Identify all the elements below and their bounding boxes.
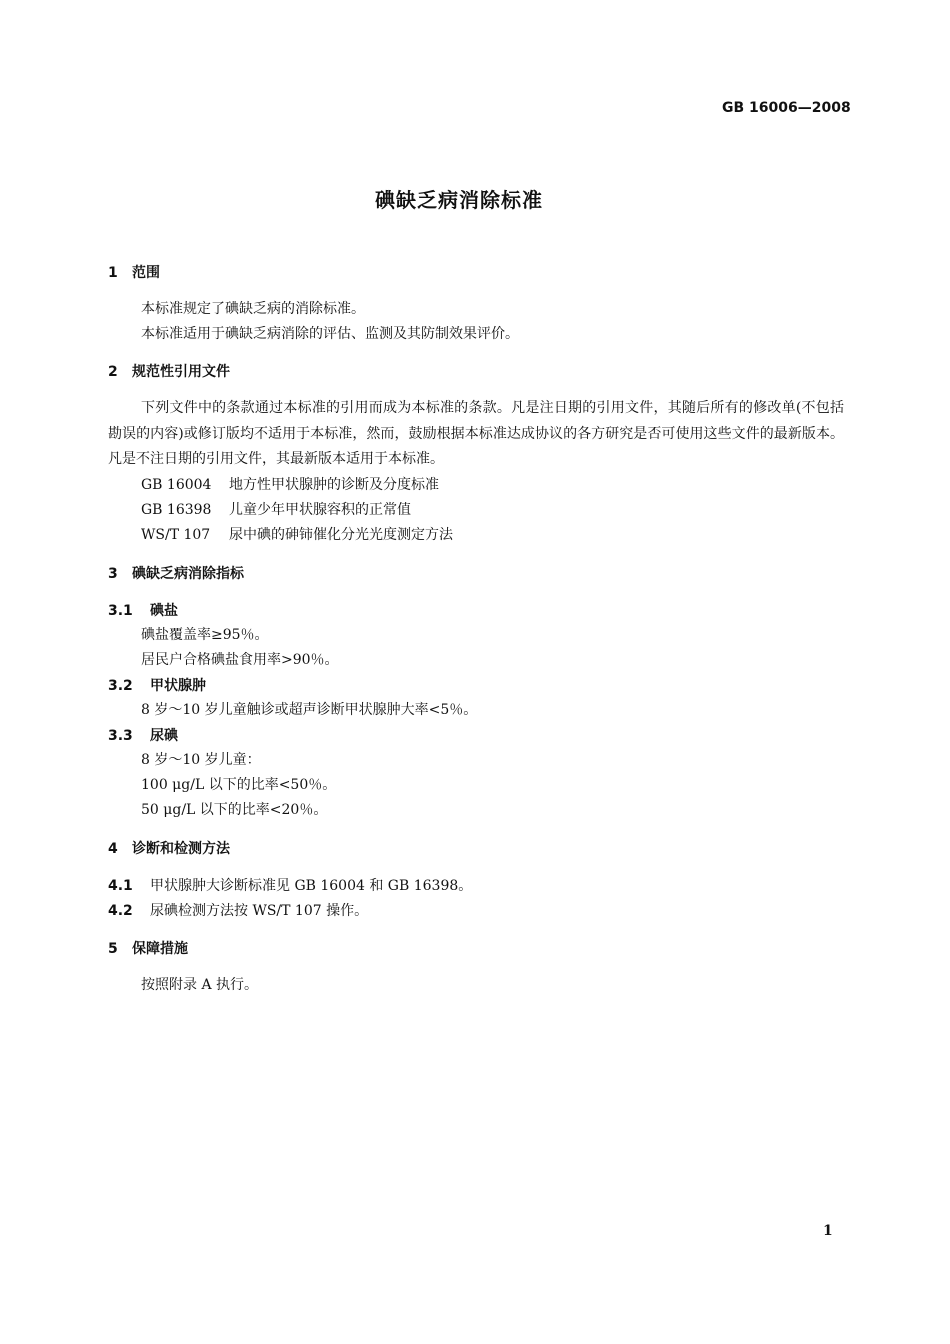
section-title: 范围 bbox=[132, 265, 160, 281]
section-5-heading bbox=[108, 938, 188, 958]
reference-item bbox=[141, 499, 411, 519]
clause-text: 甲状腺肿大诊断标准见 GB 16004 和 GB 16398。 bbox=[150, 878, 473, 894]
reference-code: GB 16004 bbox=[141, 477, 212, 493]
subsection-3-3-line-3: 50 μg/L 以下的比率<20％。 bbox=[141, 802, 328, 818]
section-title: 诊断和检测方法 bbox=[132, 841, 230, 857]
subsection-title: 碘盐 bbox=[150, 603, 178, 619]
section-number: 5 bbox=[108, 941, 118, 957]
section-3-heading bbox=[108, 563, 244, 583]
section-1-line-1: 本标准规定了碘缺乏病的消除标准。 bbox=[141, 301, 365, 317]
section-number: 2 bbox=[108, 364, 118, 380]
document-title: 碘缺乏病消除标准 bbox=[375, 188, 543, 212]
subsection-3-1-heading bbox=[108, 600, 178, 620]
clause-number: 4.2 bbox=[108, 903, 133, 919]
subsection-number: 3.2 bbox=[108, 678, 133, 694]
subsection-3-2-heading bbox=[108, 675, 206, 695]
subsection-3-3-line-2: 100 μg/L 以下的比率<50％。 bbox=[141, 777, 337, 793]
section-1-line-2: 本标准适用于碘缺乏病消除的评估、监测及其防制效果评价。 bbox=[141, 326, 519, 342]
clause-number: 4.1 bbox=[108, 878, 133, 894]
section-title: 规范性引用文件 bbox=[132, 364, 230, 380]
clause-4-2 bbox=[108, 900, 368, 920]
section-title: 保障措施 bbox=[132, 941, 188, 957]
subsection-3-1-line-1: 碘盐覆盖率≥95％。 bbox=[141, 627, 269, 643]
section-title: 碘缺乏病消除指标 bbox=[132, 566, 244, 582]
page-number: 1 bbox=[823, 1223, 833, 1239]
clause-4-1 bbox=[108, 875, 472, 895]
subsection-3-3-line-1: 8 岁～10 岁儿童： bbox=[141, 752, 261, 768]
reference-code: WS/T 107 bbox=[141, 527, 211, 543]
subsection-3-3-heading bbox=[108, 725, 178, 745]
section-4-heading bbox=[108, 838, 230, 858]
reference-code: GB 16398 bbox=[141, 502, 212, 518]
section-number: 3 bbox=[108, 566, 118, 582]
section-number: 4 bbox=[108, 841, 118, 857]
reference-title: 尿中碘的砷铈催化分光光度测定方法 bbox=[229, 527, 453, 543]
reference-item bbox=[141, 474, 439, 494]
section-2-paragraph: 下列文件中的条款通过本标准的引用而成为本标准的条款。凡是注日期的引用文件，其随后所有的修改单(不包括勘误的内容)或修订版均不适用于本标准，然而，鼓励根据本标准达成协议的各方研究是否可使用这些文件的最新版本。凡是不注日期的引用文件，其最新版本适用于本标准。 bbox=[108, 400, 844, 467]
section-5-line-1: 按照附录 A 执行。 bbox=[141, 977, 259, 993]
section-number: 1 bbox=[108, 265, 118, 281]
section-2-heading bbox=[108, 361, 230, 381]
reference-item bbox=[141, 524, 453, 544]
subsection-title: 甲状腺肿 bbox=[150, 678, 206, 694]
subsection-number: 3.1 bbox=[108, 603, 133, 619]
subsection-title: 尿碘 bbox=[150, 728, 178, 744]
standard-number: GB 16006—2008 bbox=[722, 100, 851, 116]
section-1-heading bbox=[108, 262, 160, 282]
reference-title: 地方性甲状腺肿的诊断及分度标准 bbox=[229, 477, 439, 493]
subsection-number: 3.3 bbox=[108, 728, 133, 744]
clause-text: 尿碘检测方法按 WS/T 107 操作。 bbox=[150, 903, 369, 919]
subsection-3-2-line-1: 8 岁～10 岁儿童触诊或超声诊断甲状腺肿大率<5％。 bbox=[141, 702, 478, 718]
reference-title: 儿童少年甲状腺容积的正常值 bbox=[229, 502, 411, 518]
subsection-3-1-line-2: 居民户合格碘盐食用率>90％。 bbox=[141, 652, 339, 668]
